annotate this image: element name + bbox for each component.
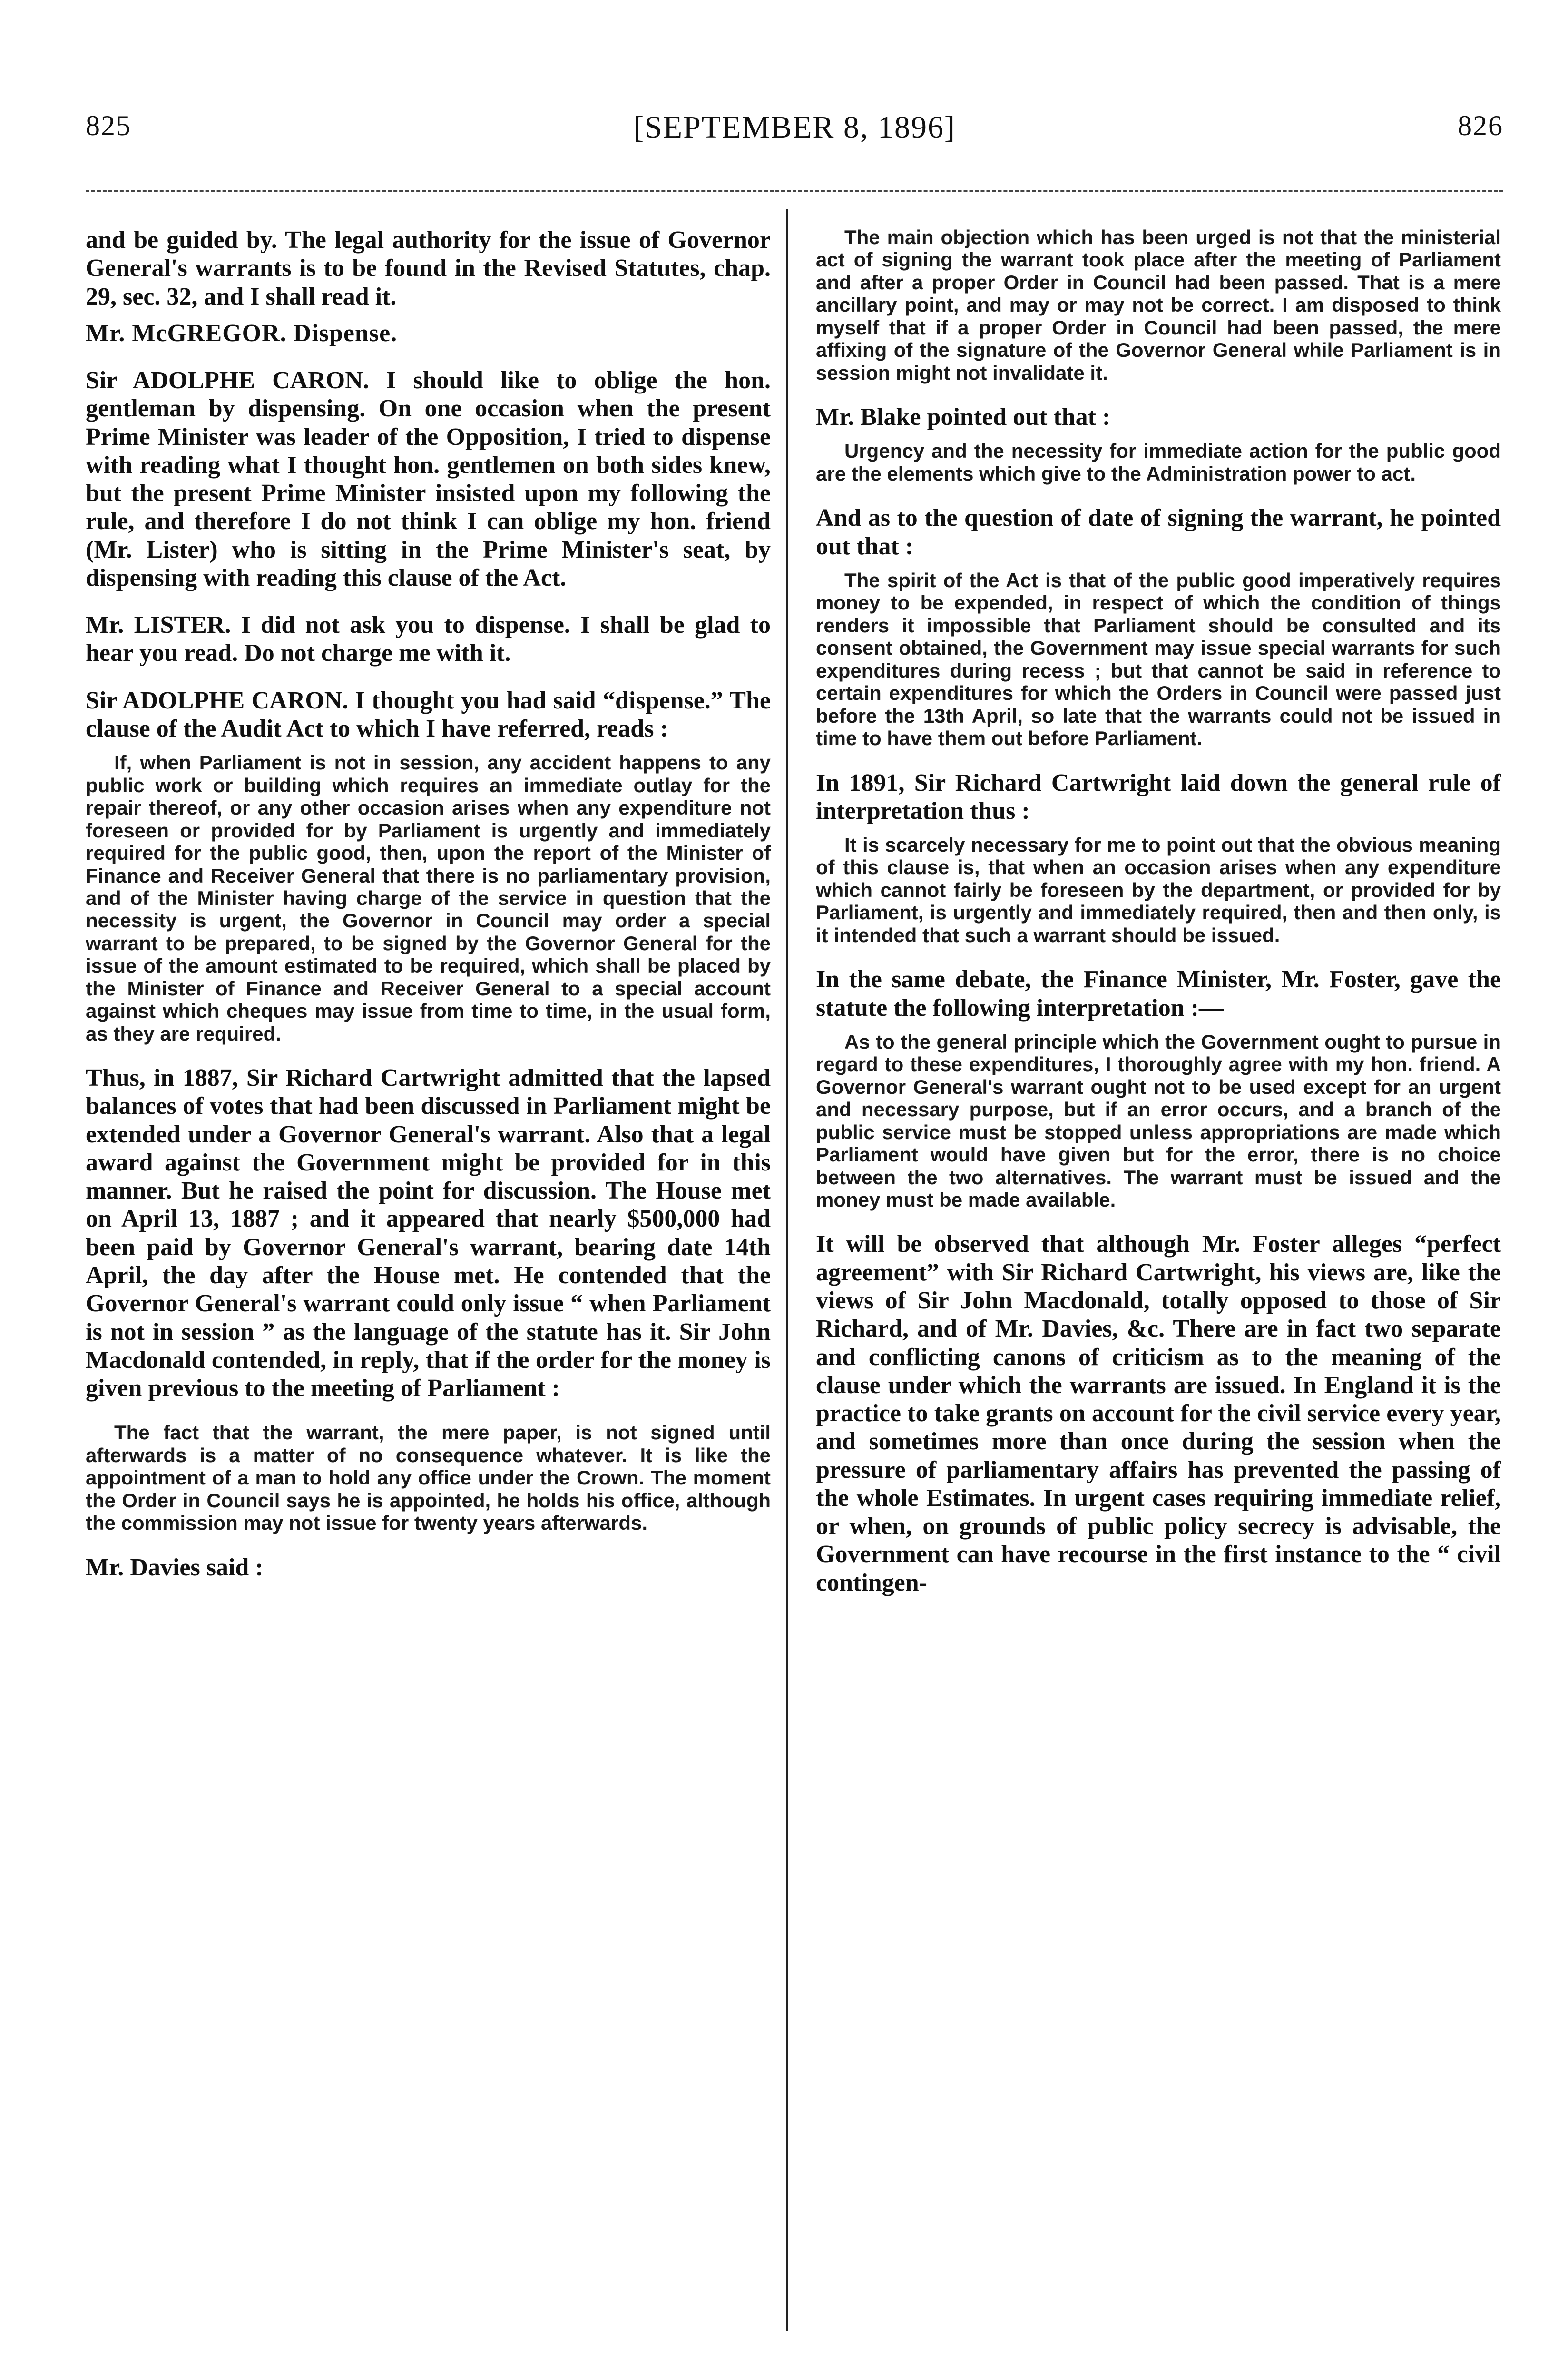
paragraph: Sir ADOLPHE CARON. I should like to oblige the hon. gentleman by dispensing. On one occasion when the present Prime Minister was leader of the Opposition, I tried to dispense with reading what I thought hon. gentlemen on both sides knew, but the present Prime Minister insisted upon my following the rule, and therefore I do not think I can oblige my hon. friend (Mr. Lister) who is sitting in the Prime Minister's seat, by dispensing with reading this clause of the Act. <box>86 367 771 591</box>
paragraph: Sir ADOLPHE CARON. I thought you had said “dispense.” The clause of the Audit Act to which I have referred, reads : <box>86 687 771 742</box>
paragraph: And as to the question of date of signing the warrant, he pointed out that : <box>816 504 1501 560</box>
column-divider <box>786 209 788 2331</box>
page-date: [SEPTEMBER 8, 1896] <box>633 110 956 145</box>
page-number-right: 826 <box>1458 110 1503 141</box>
right-column <box>816 226 1501 2379</box>
paragraph: Mr. Blake pointed out that : <box>816 403 1111 431</box>
quoted-passage: The main objection which has been urged is not that the ministerial act of signing the warrant took place after the meeting of Parliament and after a proper Order in Council had been passed. That is a mere ancillary point, and may or may not be correct. I am disposed to think myself that if a proper Order in Council had been passed, the mere affixing of the signature of the Governor General while Parliament is in session might not invalidate it. <box>816 226 1501 384</box>
quoted-passage: As to the general principle which the Government ought to pursue in regard to these expenditures, I thoroughly agree with my hon. friend. A Governor General's warrant ought not to be used except for an urgent and necessary purpose, but if an error occurs, and a branch of the public service must be stopped unless appropriations are made which Parliament would have given but for the error, there is no choice between the two alternatives. The warrant must be issued and the money must be made available. <box>816 1030 1501 1211</box>
paragraph: In 1891, Sir Richard Cartwright laid down the general rule of interpretation thus : <box>816 769 1501 825</box>
header-rule <box>86 190 1503 192</box>
quoted-passage: The fact that the warrant, the mere paper, is not signed until afterwards is a matter of no consequence whatever. It is like the appointment of a man to hold any office under the Crown. The moment the Order in Council says he is appointed, he holds his office, although the commission may not issue for twenty years afterwards. <box>86 1421 771 1534</box>
speaker-line: Mr. Davies said : <box>86 1553 264 1581</box>
quoted-statute: If, when Parliament is not in session, any accident happens to any public work or building which requires an immediate outlay for the repair thereof, or any other occasion arises when any expenditure not foreseen or provided for by Parliament is urgently and immediately required for the public good, then, upon the report of the Minister of Finance and Receiver General that there is no parliamentary provision, and of the Minister having charge of the service in question that the necessity is urgent, the Governor in Council may order a special warrant to be prepared, to be signed by the Governor General for the issue of the amount estimated to be required, which shall be placed by the Minister of Finance and Receiver General to a special account against which cheques may issue from time to time, in the usual form, as they are required. <box>86 751 771 1045</box>
paragraph: In the same debate, the Finance Minister, Mr. Foster, gave the statute the following interpretation :— <box>816 966 1501 1022</box>
page-number-left: 825 <box>86 110 131 141</box>
quoted-passage: Urgency and the necessity for immediate action for the public good are the elements which give to the Administration power to act. <box>816 440 1501 485</box>
paragraph: Thus, in 1887, Sir Richard Cartwright admitted that the lapsed balances of votes that had been discussed in Parliament might be extended under a Governor General's warrant. Also that a legal award against the Government might be provided for in this manner. But he raised the point for discussion. The House met on April 13, 1887 ; and it appeared that nearly $500,000 had been paid by Governor General's warrant, bearing date 14th April, the day after the House met. He contended that the Governor General's warrant could only issue “ when Parliament is not in session ” as the language of the statute has it. Sir John Macdonald contended, in reply, that if the order for the money is given previous to the meeting of Parliament : <box>86 1064 771 1402</box>
paragraph: It will be observed that although Mr. Foster alleges “perfect agreement” with Sir Richard Cartwright, his views are, like the views of Sir John Macdonald, totally opposed to those of Sir Richard, and of Mr. Davies, &c. There are in fact two separate and conflicting canons of criticism as to the meaning of the clause under which the warrants are issued. In England it is the practice to take grants on account for the civil service every year, and sometimes more than once during the session when the pressure of parliamentary affairs has prevented the passing of the whole Estimates. In urgent cases requiring immediate relief, or when, on grounds of public policy secrecy is advisable, the Government can have recourse in the first instance to the “ civil contingen- <box>816 1230 1501 1596</box>
page-header <box>86 109 1503 167</box>
quoted-passage: The spirit of the Act is that of the public good imperatively requires money to be expended, in respect of which the condition of things renders it impossible that Parliament should be consulted and its consent obtained, the Government may issue special warrants for such expenditures during recess ; but that cannot be said in reference to certain expenditures for which the Orders in Council were passed just before the 13th April, so late that the warrants could not be issued in time to have them out before Parliament. <box>816 569 1501 750</box>
left-column <box>86 226 771 2379</box>
quoted-passage: It is scarcely necessary for me to point out that the obvious meaning of this clause is, that when an occasion arises when any expenditure which cannot fairly be foreseen by the department, or provided for by Parliament, is urgently and immediately required, then and then only, is it intended that such a warrant should be issued. <box>816 834 1501 946</box>
paragraph: Mr. LISTER. I did not ask you to dispense. I shall be glad to hear you read. Do not charge me with it. <box>86 611 771 667</box>
speaker-line: Mr. McGREGOR. Dispense. <box>86 319 398 347</box>
paragraph: and be guided by. The legal authority for the issue of Governor General's warrants is to be found in the Revised Statutes, chap. 29, sec. 32, and I shall read it. <box>86 226 771 310</box>
